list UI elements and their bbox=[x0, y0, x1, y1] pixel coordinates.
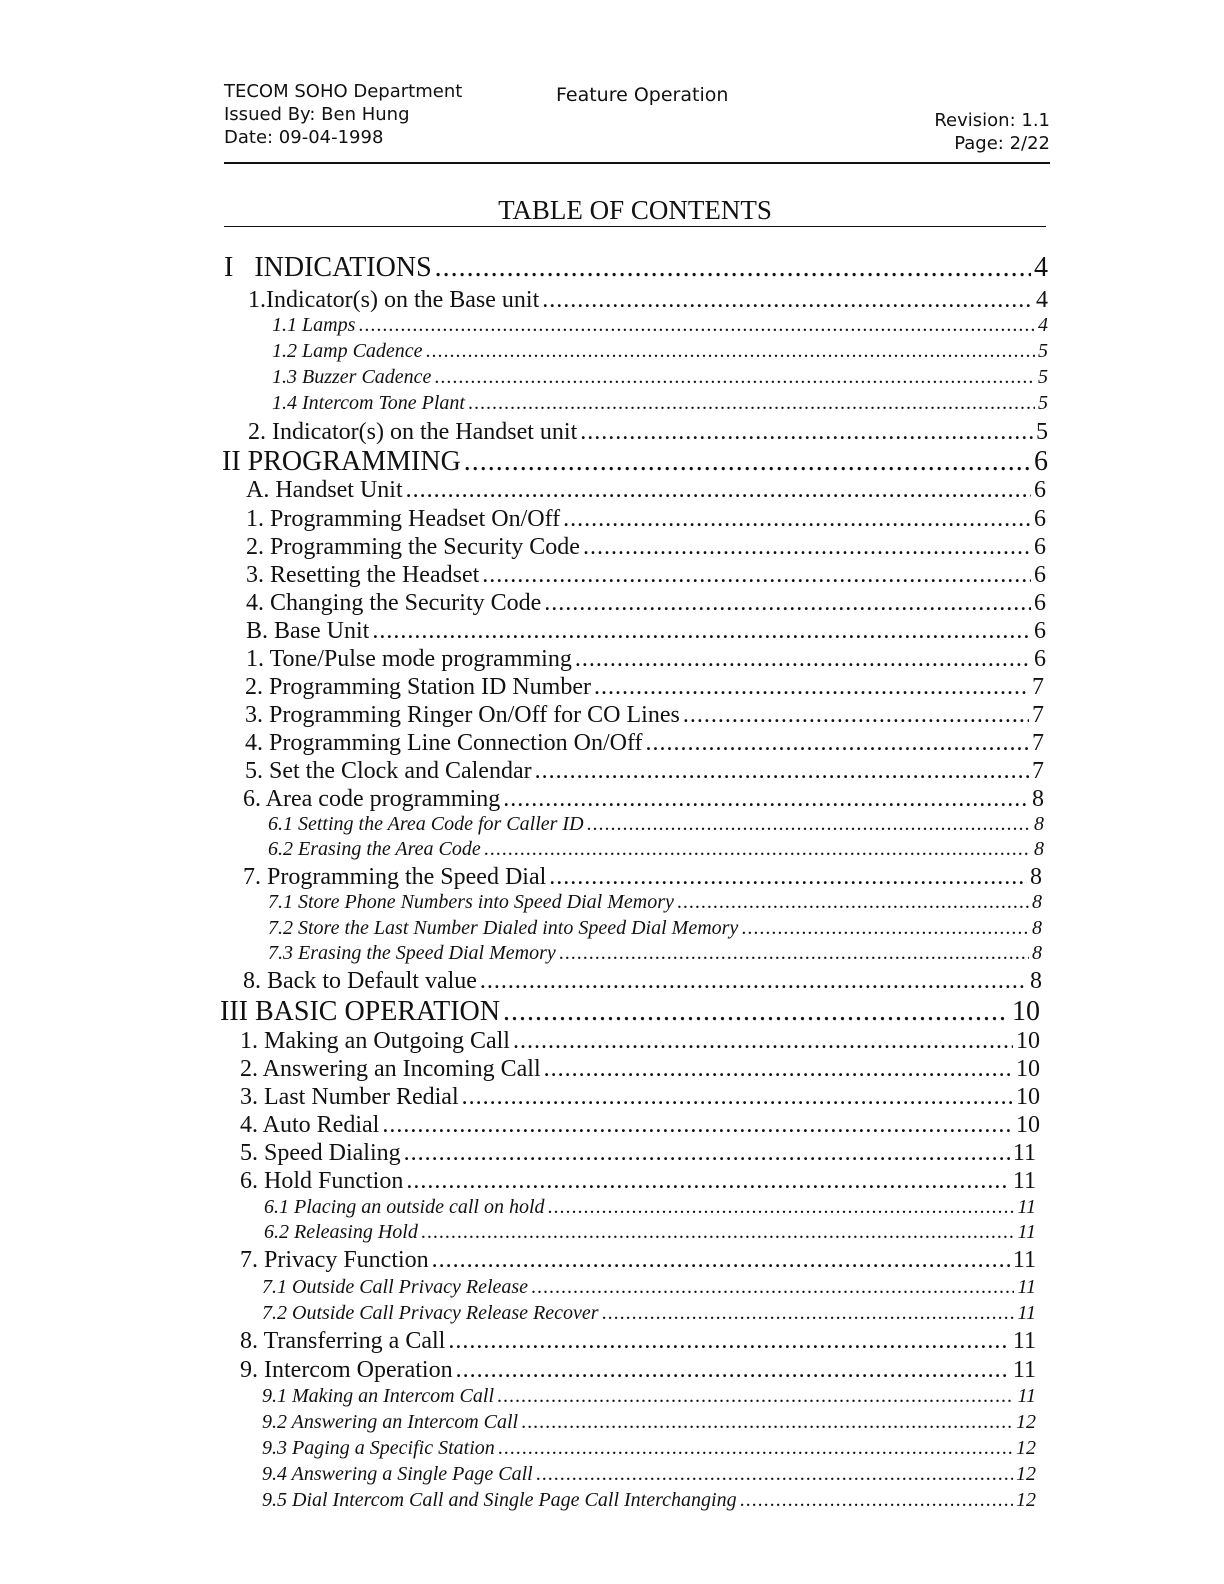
toc-dot-leader bbox=[503, 996, 1009, 1028]
toc-entry-page: 10 bbox=[1016, 1056, 1040, 1082]
toc-dot-leader bbox=[594, 674, 1029, 701]
toc-dot-leader bbox=[462, 1084, 1013, 1111]
toc-entry bbox=[262, 1276, 1036, 1299]
toc-entry-label: 6. Hold Function bbox=[240, 1168, 404, 1194]
toc-entry-label: II PROGRAMMING bbox=[222, 446, 461, 477]
toc-dot-leader bbox=[497, 1385, 1014, 1408]
toc-entry-label: III BASIC OPERATION bbox=[220, 996, 500, 1027]
toc-entry bbox=[243, 968, 1042, 995]
toc-dot-leader bbox=[544, 1056, 1013, 1083]
toc-entry bbox=[246, 506, 1046, 533]
toc-entry-page: 6 bbox=[1034, 477, 1046, 503]
toc-entry-page: 10 bbox=[1016, 1084, 1040, 1110]
toc-entry-page: 7 bbox=[1032, 758, 1044, 784]
toc-entry-label: 3. Last Number Redial bbox=[240, 1084, 459, 1110]
toc-entry-label: 6.2 Releasing Hold bbox=[264, 1221, 418, 1243]
toc-entry-page: 12 bbox=[1016, 1437, 1036, 1459]
toc-entry-page: 8 bbox=[1032, 891, 1042, 913]
toc-entry-page: 8 bbox=[1032, 942, 1042, 964]
toc-dot-leader bbox=[544, 590, 1031, 617]
toc-entry-page: 12 bbox=[1016, 1489, 1036, 1511]
toc-entry-label: I INDICATIONS bbox=[224, 252, 432, 283]
toc-entry bbox=[246, 534, 1046, 561]
toc-entry-page: 6 bbox=[1034, 446, 1048, 477]
toc-entry-page: 5 bbox=[1036, 419, 1048, 445]
toc-entry-label: 9.3 Paging a Specific Station bbox=[262, 1437, 495, 1459]
toc-entry-page: 5 bbox=[1038, 340, 1048, 362]
toc-dot-leader bbox=[521, 1411, 1013, 1434]
toc-entry-page: 11 bbox=[1017, 1385, 1036, 1407]
toc-entry-label: 9.1 Making an Intercom Call bbox=[262, 1385, 495, 1407]
toc-dot-leader bbox=[531, 1276, 1014, 1299]
toc-entry bbox=[268, 813, 1044, 836]
toc-entry-label: 3. Programming Ringer On/Off for CO Lines bbox=[245, 702, 680, 728]
toc-entry-page: 8 bbox=[1034, 838, 1044, 860]
toc-entry-page: 7 bbox=[1032, 730, 1044, 756]
toc-entry bbox=[220, 996, 1040, 1028]
toc-entry-page: 11 bbox=[1017, 1221, 1036, 1243]
toc-dot-leader bbox=[683, 702, 1029, 729]
toc-entry-label: 7.1 Store Phone Numbers into Speed Dial Memory bbox=[268, 891, 674, 913]
toc-dot-leader bbox=[464, 446, 1031, 478]
toc-dot-leader bbox=[406, 1168, 1010, 1195]
toc-entry bbox=[240, 1328, 1036, 1355]
toc-dot-leader bbox=[740, 1489, 1013, 1512]
toc-entry-label: 9.5 Dial Intercom Call and Single Page Call Interchanging bbox=[262, 1489, 737, 1511]
toc-entry-label: 9.2 Answering an Intercom Call bbox=[262, 1411, 519, 1433]
toc-entry-page: 11 bbox=[1012, 1140, 1036, 1166]
toc-entry-page: 11 bbox=[1012, 1168, 1036, 1194]
toc-entry bbox=[246, 590, 1046, 617]
header-right-block bbox=[934, 109, 1050, 155]
toc-entry-page: 11 bbox=[1017, 1196, 1036, 1218]
page-number: Page: 2/22 bbox=[954, 133, 1050, 154]
toc-dot-leader bbox=[559, 942, 1029, 965]
issued-by: Issued By: Ben Hung bbox=[224, 104, 410, 125]
toc-entry bbox=[262, 1489, 1036, 1512]
toc-entry bbox=[222, 446, 1048, 478]
document-title: Feature Operation bbox=[556, 84, 729, 106]
toc-entry-label: 2. Programming Station ID Number bbox=[245, 674, 591, 700]
toc-dot-leader bbox=[503, 786, 1029, 813]
toc-entry-label: 1.Indicator(s) on the Base unit bbox=[248, 287, 540, 313]
toc-dot-leader bbox=[434, 366, 1035, 389]
toc-entry-label: 6.1 Setting the Area Code for Caller ID bbox=[268, 813, 584, 835]
toc-entry bbox=[240, 1247, 1036, 1274]
toc-entry-label: 4. Programming Line Connection On/Off bbox=[245, 730, 643, 756]
toc-entry bbox=[262, 1411, 1036, 1434]
toc-entry-page: 6 bbox=[1034, 562, 1046, 588]
toc-dot-leader bbox=[548, 1196, 1015, 1219]
toc-entry-label: 1. Making an Outgoing Call bbox=[240, 1028, 510, 1054]
toc-entry bbox=[262, 1437, 1036, 1460]
toc-entry-page: 8 bbox=[1030, 864, 1042, 890]
page-header bbox=[224, 80, 1050, 164]
toc-dot-leader bbox=[542, 287, 1033, 314]
toc-dot-leader bbox=[432, 1247, 1010, 1274]
toc-entry-label: 4. Changing the Security Code bbox=[246, 590, 542, 616]
toc-entry-label: 3. Resetting the Headset bbox=[246, 562, 480, 588]
toc-dot-leader bbox=[482, 562, 1031, 589]
toc-entry-label: 1.1 Lamps bbox=[272, 314, 356, 336]
toc-entry bbox=[248, 419, 1048, 446]
toc-entry bbox=[246, 562, 1046, 589]
toc-entry-label: 1.3 Buzzer Cadence bbox=[272, 366, 432, 388]
toc-entry bbox=[240, 1084, 1040, 1111]
toc-entry-page: 6 bbox=[1034, 590, 1046, 616]
toc-entry-page: 10 bbox=[1016, 1112, 1040, 1138]
toc-entry bbox=[243, 786, 1044, 813]
toc-entry-page: 4 bbox=[1036, 287, 1048, 313]
department-name: TECOM SOHO Department bbox=[224, 81, 463, 102]
toc-dot-leader bbox=[372, 618, 1031, 645]
toc-dot-leader bbox=[646, 730, 1030, 757]
toc-entry bbox=[240, 1028, 1040, 1055]
toc-dot-leader bbox=[404, 1140, 1010, 1167]
toc-entry bbox=[240, 1357, 1036, 1384]
toc-entry bbox=[246, 646, 1046, 673]
toc-entry bbox=[240, 1056, 1040, 1083]
toc-entry-page: 6 bbox=[1034, 618, 1046, 644]
issue-date: Date: 09-04-1998 bbox=[224, 127, 384, 148]
toc-entry bbox=[240, 1140, 1036, 1167]
toc-entry bbox=[245, 702, 1044, 729]
toc-entry-page: 8 bbox=[1034, 813, 1044, 835]
toc-dot-leader bbox=[426, 340, 1035, 363]
toc-entry bbox=[224, 252, 1048, 284]
header-left-block bbox=[224, 80, 462, 149]
toc-entry-page: 8 bbox=[1030, 968, 1042, 994]
toc-entry-label: 2. Programming the Security Code bbox=[246, 534, 580, 560]
toc-entry-page: 6 bbox=[1034, 506, 1046, 532]
toc-dot-leader bbox=[677, 891, 1029, 914]
toc-entry-page: 5 bbox=[1038, 392, 1048, 414]
toc-entry-page: 7 bbox=[1032, 674, 1044, 700]
toc-entry bbox=[268, 942, 1042, 965]
toc-entry bbox=[245, 730, 1044, 757]
toc-dot-leader bbox=[435, 252, 1031, 284]
toc-entry-page: 12 bbox=[1016, 1463, 1036, 1485]
toc-entry-label: 2. Indicator(s) on the Handset unit bbox=[248, 419, 578, 445]
toc-entry bbox=[245, 674, 1044, 701]
toc-entry-label: 1. Tone/Pulse mode programming bbox=[246, 646, 572, 672]
toc-entry bbox=[272, 314, 1048, 337]
toc-entry bbox=[272, 392, 1048, 415]
toc-entry bbox=[272, 340, 1048, 363]
toc-dot-leader bbox=[406, 477, 1031, 504]
toc-dot-leader bbox=[484, 838, 1031, 861]
toc-entry bbox=[268, 838, 1044, 861]
toc-entry-label: 7. Programming the Speed Dial bbox=[243, 864, 547, 890]
toc-entry-page: 11 bbox=[1017, 1302, 1036, 1324]
toc-entry-label: 7. Privacy Function bbox=[240, 1247, 429, 1273]
toc-entry bbox=[262, 1302, 1036, 1325]
toc-entry bbox=[246, 618, 1046, 645]
toc-dot-leader bbox=[358, 314, 1035, 337]
toc-dot-leader bbox=[583, 534, 1031, 561]
toc-entry bbox=[262, 1385, 1036, 1408]
toc-dot-leader bbox=[480, 968, 1027, 995]
revision-number: Revision: 1.1 bbox=[934, 110, 1050, 131]
toc-entry-label: 7.1 Outside Call Privacy Release bbox=[262, 1276, 529, 1298]
toc-entry-label: 6.2 Erasing the Area Code bbox=[268, 838, 481, 860]
toc-entry-page: 11 bbox=[1012, 1328, 1036, 1354]
toc-entry bbox=[268, 917, 1042, 940]
toc-entry-page: 12 bbox=[1016, 1411, 1036, 1433]
toc-entry-label: B. Base Unit bbox=[246, 618, 370, 644]
toc-entry bbox=[248, 287, 1048, 314]
toc-dot-leader bbox=[741, 917, 1029, 940]
toc-entry-page: 11 bbox=[1012, 1357, 1036, 1383]
toc-entry-label: 5. Speed Dialing bbox=[240, 1140, 401, 1166]
toc-dot-leader bbox=[575, 646, 1031, 673]
toc-dot-leader bbox=[563, 506, 1031, 533]
toc-dot-leader bbox=[535, 758, 1029, 785]
toc-dot-leader bbox=[587, 813, 1031, 836]
toc-entry-label: 1.2 Lamp Cadence bbox=[272, 340, 423, 362]
toc-dot-leader bbox=[549, 864, 1027, 891]
toc-entry bbox=[246, 477, 1046, 504]
toc-entry-label: A. Handset Unit bbox=[246, 477, 403, 503]
toc-entry-page: 6 bbox=[1034, 534, 1046, 560]
toc-entry bbox=[264, 1196, 1036, 1219]
toc-entry-label: 1. Programming Headset On/Off bbox=[246, 506, 561, 532]
toc-entry bbox=[243, 864, 1042, 891]
toc-entry-label: 8. Transferring a Call bbox=[240, 1328, 446, 1354]
toc-entry bbox=[272, 366, 1048, 389]
toc-entry-page: 11 bbox=[1012, 1247, 1036, 1273]
toc-entry-page: 4 bbox=[1034, 252, 1048, 283]
toc-entry-label: 7.2 Store the Last Number Dialed into Speed Dial Memory bbox=[268, 917, 739, 939]
toc-entry-label: 2. Answering an Incoming Call bbox=[240, 1056, 541, 1082]
toc-entry-page: 8 bbox=[1032, 786, 1044, 812]
toc-entry bbox=[262, 1463, 1036, 1486]
toc-entry-page: 10 bbox=[1012, 996, 1040, 1027]
toc-entry-page: 7 bbox=[1032, 702, 1044, 728]
toc-dot-leader bbox=[536, 1463, 1013, 1486]
toc-entry-label: 9. Intercom Operation bbox=[240, 1357, 453, 1383]
toc-entry bbox=[240, 1112, 1040, 1139]
toc-entry-label: 9.4 Answering a Single Page Call bbox=[262, 1463, 533, 1485]
toc-entry bbox=[264, 1221, 1036, 1244]
toc-dot-leader bbox=[448, 1328, 1010, 1355]
toc-entry-label: 1.4 Intercom Tone Plant bbox=[272, 392, 465, 414]
toc-entry-label: 8. Back to Default value bbox=[243, 968, 477, 994]
toc-entry-page: 6 bbox=[1034, 646, 1046, 672]
toc-dot-leader bbox=[498, 1437, 1013, 1460]
toc-entry-page: 11 bbox=[1017, 1276, 1036, 1298]
toc-entry-label: 7.3 Erasing the Speed Dial Memory bbox=[268, 942, 556, 964]
toc-dot-leader bbox=[513, 1028, 1013, 1055]
toc-entry bbox=[245, 758, 1044, 785]
toc-dot-leader bbox=[421, 1221, 1015, 1244]
toc-entry-label: 5. Set the Clock and Calendar bbox=[245, 758, 532, 784]
toc-entry-label: 7.2 Outside Call Privacy Release Recover bbox=[262, 1302, 599, 1324]
toc-entry-label: 6. Area code programming bbox=[243, 786, 501, 812]
toc-dot-leader bbox=[580, 419, 1033, 446]
toc-entry-page: 4 bbox=[1038, 314, 1048, 336]
toc-heading: TABLE OF CONTENTS bbox=[224, 194, 1046, 227]
toc-dot-leader bbox=[468, 392, 1035, 415]
toc-entry-page: 5 bbox=[1038, 366, 1048, 388]
toc-entry-label: 4. Auto Redial bbox=[240, 1112, 380, 1138]
toc-dot-leader bbox=[382, 1112, 1013, 1139]
toc-entry bbox=[240, 1168, 1036, 1195]
toc-entry-page: 8 bbox=[1032, 917, 1042, 939]
toc-dot-leader bbox=[456, 1357, 1010, 1384]
toc-entry-page: 10 bbox=[1016, 1028, 1040, 1054]
toc-entry bbox=[268, 891, 1042, 914]
toc-dot-leader bbox=[602, 1302, 1015, 1325]
toc-entry-label: 6.1 Placing an outside call on hold bbox=[264, 1196, 545, 1218]
